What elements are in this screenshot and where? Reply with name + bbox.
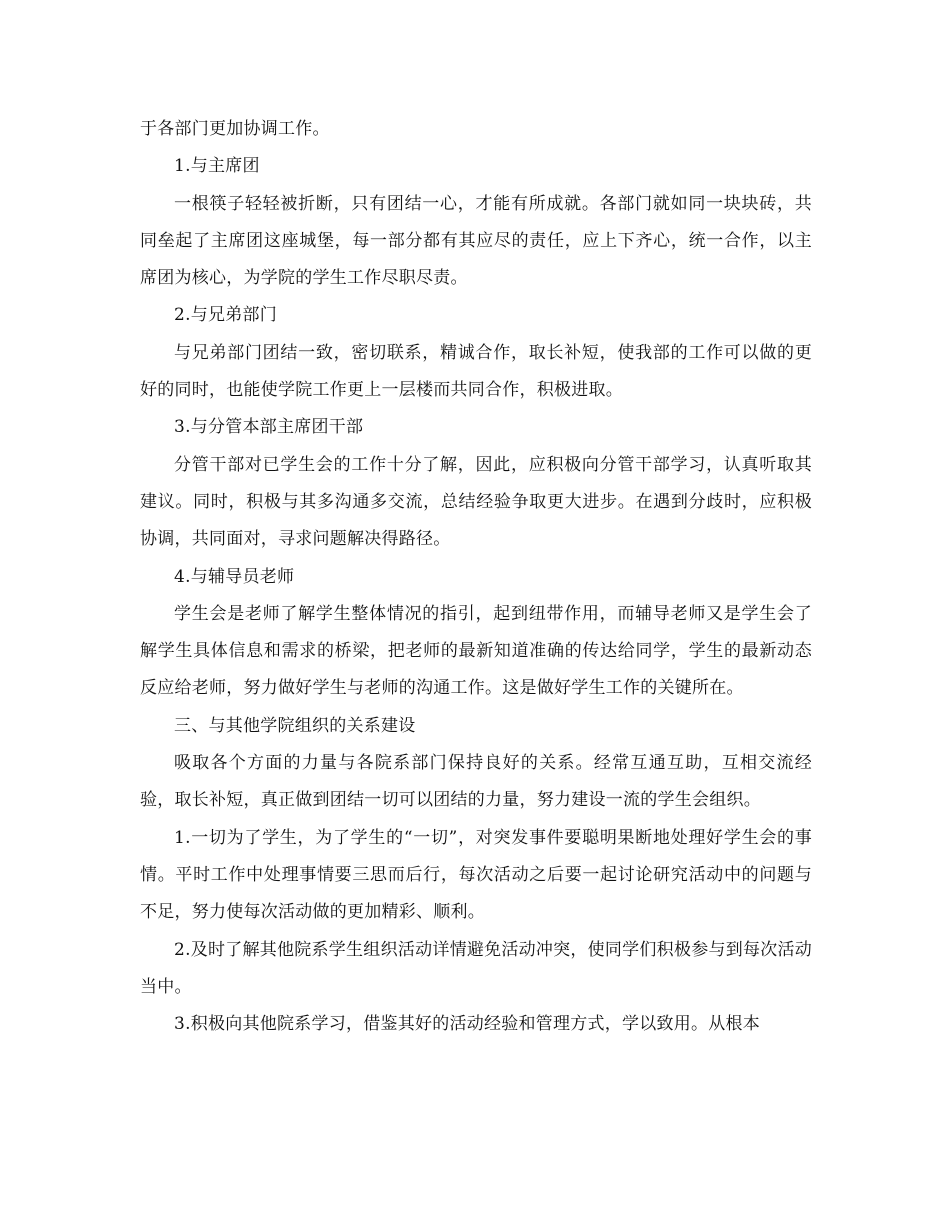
paragraph-continuation: 于各部门更加协调工作。: [140, 119, 330, 139]
paragraph-brother-departments: 与兄弟部门团结一致，密切联系，精诚合作，取长补短，使我部的工作可以做的更好的同时，也能使学院工作更上一层楼而共同合作，积极进取。: [140, 342, 812, 401]
paragraph-other-colleges: 吸取各个方面的力量与各院系部门保持良好的关系。经常互通互助，互相交流经验，取长补短，真正做到团结一切可以团结的力量，努力建设一流的学生会组织。: [140, 753, 812, 811]
subheading-presidium: 1.与主席团: [174, 156, 260, 177]
list-item-3: 3.积极向其他院系学习，借鉴其好的活动经验和管理方式，学以致用。从根本: [174, 1014, 760, 1035]
list-item-2: 2.及时了解其他院系学生组织活动详情避免活动冲突，使同学们积极参与到每次活动当中。: [140, 939, 812, 997]
paragraph-presidium: 一根筷子轻轻被折断，只有团结一心，才能有所成就。各部门就如同一块块砖，共同垒起了主席团这座城堡，每一部分都有其应尽的责任，应上下齐心，统一合作，以主席团为核心，为学院的学生工作尽职尽责。: [140, 193, 812, 289]
paragraph-counselor: 学生会是老师了解学生整体情况的指引，起到纽带作用，而辅导老师又是学生会了解学生具体信息和需求的桥梁，把老师的最新知道准确的传达给同学，学生的最新动态反应给老师，努力做好学生与老师的沟通工作。这是做好学生工作的关键所在。: [140, 603, 812, 699]
subheading-brother-departments: 2.与兄弟部门: [174, 305, 277, 326]
list-item-1: 1.一切为了学生，为了学生的“一切”，对突发事件要聪明果断地处理好学生会的事情。平时工作中处理事情要三思而后行，每次活动之后要一起讨论研究活动中的问题与不足，努力使每次活动做的更加精彩、顺利。: [140, 827, 812, 923]
section-heading-other-colleges: 三、与其他学院组织的关系建设: [174, 715, 416, 736]
document-body: [140, 111, 812, 1043]
subheading-counselor: 4.与辅导员老师: [174, 566, 295, 587]
subheading-supervising-cadres: 3.与分管本部主席团干部: [174, 417, 364, 438]
paragraph-supervising-cadres: 分管干部对已学生会的工作十分了解，因此，应积极向分管干部学习，认真听取其建议。同时，积极与其多沟通多交流，总结经验争取更大进步。在遇到分歧时，应积极协调，共同面对，寻求问题解决得路径。: [140, 454, 812, 550]
